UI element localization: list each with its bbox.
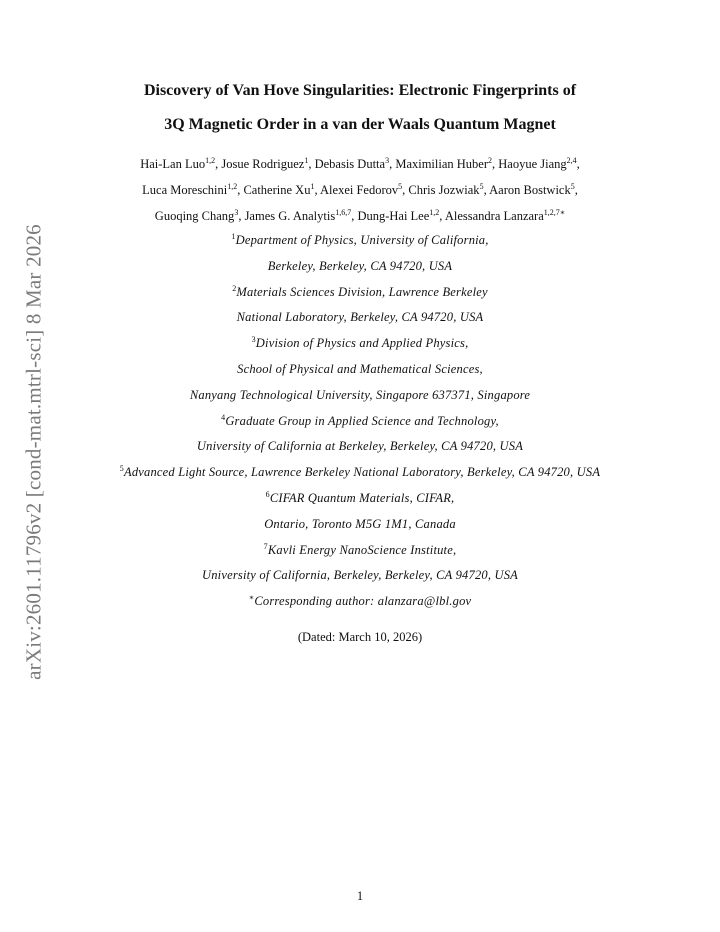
author-affiliation-marker: 2 (488, 155, 493, 165)
affiliation-line (40, 228, 680, 254)
page-number: 1 (356, 889, 364, 903)
author-separator: , (215, 157, 222, 171)
author-separator: , (308, 157, 315, 171)
author-separator: , (351, 209, 358, 223)
author-list (40, 151, 680, 229)
affiliation-line (40, 357, 680, 383)
affiliation-text: Graduate Group in Applied Science and Technology, (225, 413, 499, 428)
author-affiliation-marker: 1,2 (429, 207, 440, 217)
author-separator: , (483, 183, 490, 197)
author-affiliation-marker: 1,2 (205, 155, 216, 165)
author-name: Maximilian Huber (395, 157, 489, 171)
author-separator: , (574, 183, 578, 197)
affiliation-text: Berkeley, Berkeley, CA 94720, USA (267, 258, 453, 273)
author-name: Alessandra Lanzara (444, 209, 544, 223)
author-line (40, 151, 680, 177)
author-name: Aaron Bostwick (489, 183, 571, 197)
author-separator: , (402, 183, 409, 197)
author-name: Dung-Hai Lee (357, 209, 430, 223)
arxiv-identifier-stamp: arXiv:2601.11796v2 [cond-mat.mtrl-sci] 8 Mar 2026 (21, 224, 46, 680)
author-separator: , (576, 157, 580, 171)
affiliation-text: School of Physical and Mathematical Sciences, (237, 361, 483, 376)
affiliation-list (40, 228, 680, 615)
affiliation-line (40, 434, 680, 460)
author-affiliation-marker: 3 (385, 155, 390, 165)
author-name: Guoqing Chang (154, 209, 235, 223)
author-separator: , (237, 183, 244, 197)
affiliation-line (40, 305, 680, 331)
affiliation-marker: 4 (221, 412, 226, 422)
affiliation-marker: 3 (251, 335, 256, 345)
author-separator: , (389, 157, 396, 171)
author-name: Haoyue Jiang (498, 157, 567, 171)
affiliation-line (40, 331, 680, 357)
affiliation-marker: 7 (263, 541, 268, 551)
affiliation-line (40, 409, 680, 435)
affiliation-text: Nanyang Technological University, Singapore 637371, Singapore (189, 387, 531, 402)
author-name: Alexei Fedorov (320, 183, 399, 197)
affiliation-line (40, 486, 680, 512)
affiliation-text: Department of Physics, University of California, (235, 233, 489, 247)
affiliation-text: Advanced Light Source, Lawrence Berkeley National Laboratory, Berkeley, CA 94720, USA (124, 465, 601, 480)
affiliation-line (40, 589, 680, 615)
affiliation-text: Materials Sciences Division, Lawrence Berkeley (236, 284, 488, 299)
affiliation-marker: 1 (231, 231, 236, 241)
author-name: James G. Analytis (244, 209, 336, 223)
author-affiliation-marker: 2,4 (566, 155, 577, 165)
author-name: Hai-Lan Luo (140, 157, 206, 171)
author-line (40, 177, 680, 203)
affiliation-text: Ontario, Toronto M5G 1M1, Canada (264, 516, 456, 531)
author-name: Luca Moreschini (142, 183, 228, 197)
affiliation-line (40, 280, 680, 306)
affiliation-marker: 5 (119, 464, 124, 474)
author-affiliation-marker: 5 (570, 181, 575, 191)
paper-title (40, 74, 680, 142)
author-affiliation-marker: 1 (310, 181, 315, 191)
author-separator: , (314, 183, 321, 197)
affiliation-line (40, 563, 680, 589)
author-affiliation-marker: 1,2,7∗ (543, 207, 566, 217)
affiliation-marker: 6 (265, 489, 270, 499)
affiliation-text: University of California at Berkeley, Berkeley, CA 94720, USA (196, 439, 524, 454)
dated-line: (Dated: March 10, 2026) (297, 630, 423, 644)
affiliation-marker: 2 (232, 283, 237, 293)
affiliation-marker: ∗ (248, 593, 255, 602)
affiliation-text: University of California, Berkeley, Berkeley, CA 94720, USA (201, 568, 519, 583)
author-line (40, 203, 680, 229)
affiliation-text: CIFAR Quantum Materials, CIFAR, (269, 490, 455, 505)
author-affiliation-marker: 1,6,7 (335, 207, 352, 217)
author-affiliation-marker: 5 (479, 181, 484, 191)
author-affiliation-marker: 3 (234, 207, 239, 217)
title-line-1: Discovery of Van Hove Singularities: Electronic Fingerprints of (143, 82, 577, 99)
title-line-2: 3Q Magnetic Order in a van der Waals Quantum Magnet (164, 116, 556, 133)
affiliation-line (40, 383, 680, 409)
affiliation-line (40, 538, 680, 564)
affiliation-line (40, 460, 680, 486)
author-affiliation-marker: 5 (398, 181, 403, 191)
affiliation-text: Kavli Energy NanoScience Institute, (267, 542, 457, 557)
affiliation-text: Corresponding author: alanzara@lbl.gov (254, 594, 472, 609)
author-separator: , (439, 209, 445, 223)
affiliation-line (40, 512, 680, 538)
author-name: Catherine Xu (243, 183, 311, 197)
author-name: Debasis Dutta (314, 157, 386, 171)
author-separator: , (238, 209, 245, 223)
affiliation-text: National Laboratory, Berkeley, CA 94720, USA (236, 310, 484, 325)
author-affiliation-marker: 1,2 (227, 181, 238, 191)
author-name: Josue Rodriguez (221, 157, 305, 171)
author-name: Chris Jozwiak (408, 183, 480, 197)
author-separator: , (492, 157, 499, 171)
author-affiliation-marker: 1 (304, 155, 309, 165)
affiliation-text: Division of Physics and Applied Physics, (255, 336, 469, 351)
affiliation-line (40, 254, 680, 280)
